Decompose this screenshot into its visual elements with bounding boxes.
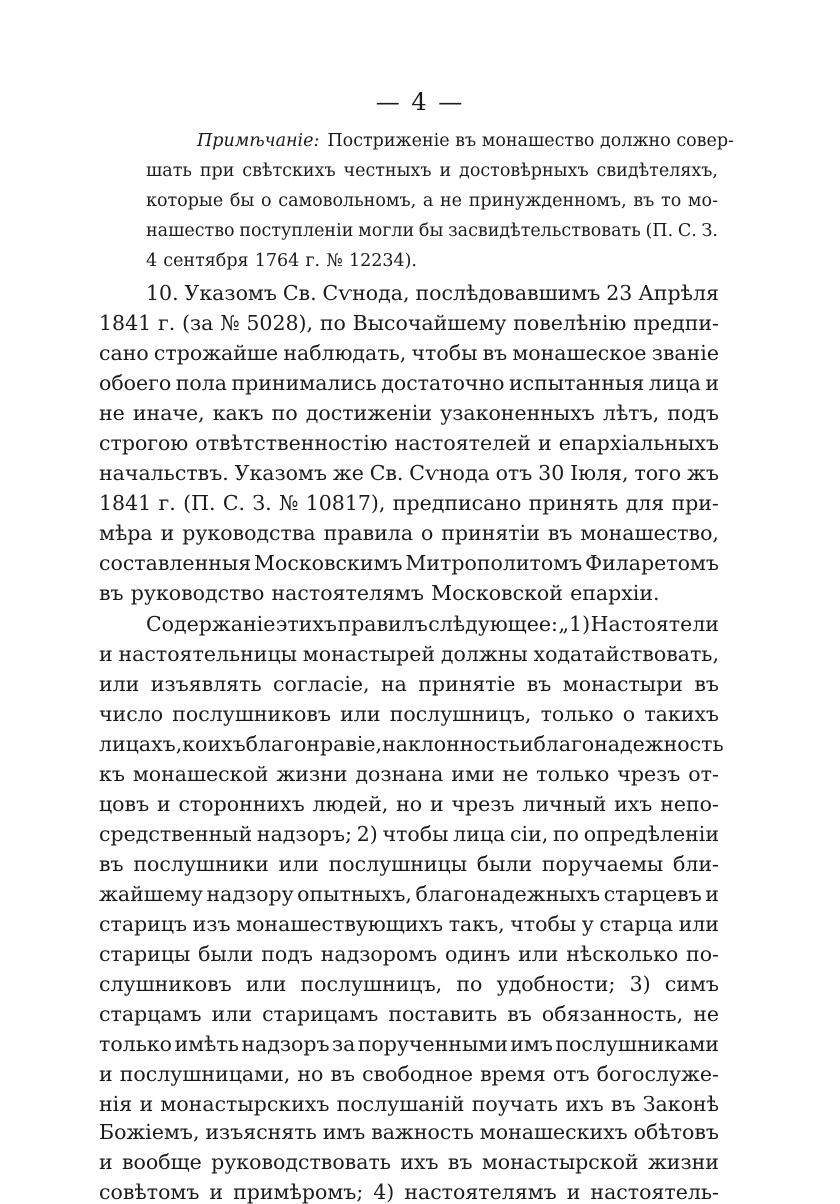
word: послушниками	[555, 1032, 719, 1056]
word: въ	[507, 1002, 532, 1026]
word: 12234).	[348, 251, 417, 271]
word: обѣтовъ	[633, 1120, 719, 1144]
paragraph-line	[99, 551, 719, 575]
word: по	[552, 822, 579, 846]
word: въ	[99, 581, 124, 605]
word: и	[139, 1092, 154, 1116]
word: изъяснять	[205, 1120, 317, 1144]
word: Сѵнода	[409, 461, 490, 485]
page-number: — 4 —	[375, 88, 465, 116]
word: иначе,	[132, 401, 205, 425]
paragraph-line	[99, 702, 719, 726]
word: сано	[99, 341, 149, 365]
paragraph-line	[99, 642, 719, 666]
word: Св.	[282, 281, 317, 305]
word: сіи,	[510, 822, 549, 846]
word: засвидѣтельствовать	[448, 221, 641, 241]
word: важность	[371, 1120, 474, 1144]
word: настоятелямъ	[404, 1180, 557, 1204]
word: предпи-	[633, 311, 719, 335]
word: и	[209, 1180, 224, 1204]
word: порученными	[357, 1032, 508, 1056]
word: о	[622, 702, 636, 726]
word: послушаній	[336, 1092, 465, 1116]
paragraph-line	[99, 1062, 719, 1086]
word: принимались	[231, 371, 377, 395]
word: повелѣнію	[513, 311, 627, 335]
word: поставить	[388, 1002, 498, 1026]
word: по	[271, 401, 298, 425]
word: ходатайствовать,	[533, 642, 719, 666]
word: и	[156, 792, 171, 816]
word: свободное	[362, 1062, 473, 1086]
word: въ	[482, 341, 508, 365]
word: составленныя	[99, 551, 252, 575]
word: Указомъ	[184, 281, 277, 305]
word: совѣтомъ	[99, 1180, 200, 1204]
word: симъ	[664, 972, 719, 996]
word: въ	[694, 672, 719, 696]
word: монашествующихъ	[236, 912, 444, 936]
word: надзоръ;	[256, 822, 353, 846]
word: жизни	[276, 762, 348, 786]
word: отвѣтственностію	[195, 431, 388, 455]
paragraph-line	[99, 912, 719, 936]
word: могли	[358, 221, 415, 241]
word: должны	[440, 642, 528, 666]
word: 10.	[146, 281, 179, 305]
word: поучать	[471, 1092, 559, 1116]
word: такъ,	[448, 912, 505, 936]
word: поступленіи	[239, 221, 354, 241]
paragraph-line	[99, 521, 719, 545]
word: а	[422, 191, 434, 211]
word: г.	[305, 251, 321, 271]
word: и	[99, 1150, 113, 1174]
word: Божіемъ,	[99, 1120, 200, 1144]
word: шать	[146, 161, 192, 181]
note-label: Примѣчаніе:	[197, 131, 320, 151]
word: подъ	[667, 401, 719, 425]
word: 1764	[254, 251, 300, 271]
word: монашеской	[132, 762, 269, 786]
word: мо-	[687, 191, 718, 211]
word: старицы	[99, 942, 191, 966]
word: примѣромъ;	[233, 1180, 364, 1204]
word: старицъ	[99, 912, 188, 936]
word: въ	[330, 1062, 356, 1086]
word: были	[476, 852, 533, 876]
word: монастырской	[481, 1150, 639, 1174]
word: Настоятели	[590, 612, 719, 636]
word: или	[99, 672, 140, 696]
word: монашество,	[580, 521, 719, 545]
paragraph-line	[99, 491, 719, 515]
word: послушницами,	[119, 1062, 291, 1086]
word: надзору	[206, 882, 294, 906]
word: 23	[606, 281, 633, 305]
word: о	[261, 191, 272, 211]
word: или	[211, 1002, 252, 1026]
word: и	[160, 521, 175, 545]
word: непо-	[660, 792, 719, 816]
word: и	[519, 732, 534, 756]
word: принятіи	[441, 521, 540, 545]
word: старцамъ	[99, 1002, 202, 1026]
paragraph-line	[99, 341, 719, 365]
word: мѣра	[99, 521, 153, 545]
word: опытныхъ,	[297, 882, 412, 906]
word: 4	[146, 251, 158, 271]
paragraph-line	[99, 401, 719, 425]
word: 4)	[373, 1180, 395, 1204]
word: бы	[418, 221, 444, 241]
word: старицамъ	[262, 1002, 379, 1026]
word: благонадежныхъ	[415, 882, 601, 906]
word: или	[245, 972, 287, 996]
word: имъ	[322, 1120, 366, 1144]
word: или	[340, 702, 381, 726]
word: старца	[599, 912, 673, 936]
word: Законѣ	[642, 1092, 719, 1116]
word: (за	[182, 311, 214, 335]
word: и	[705, 882, 719, 906]
word: Сѵнода,	[322, 281, 410, 305]
note-line-4	[146, 221, 718, 241]
word: не	[440, 191, 463, 211]
word: ихъ	[565, 1092, 604, 1116]
paragraph-line	[99, 852, 719, 876]
word: послѣдовавшимъ	[415, 281, 601, 305]
word: Іюля,	[570, 461, 629, 485]
word: руководствовать	[211, 1150, 391, 1174]
word: послушницы	[328, 852, 468, 876]
paragraph-line	[99, 672, 719, 696]
word: въ	[633, 191, 655, 211]
word: не	[99, 401, 125, 425]
word: наклонность	[382, 732, 520, 756]
word: у	[581, 912, 594, 936]
note-line-3	[146, 191, 718, 211]
word: 1841	[99, 491, 152, 515]
word: надзоромъ	[320, 942, 438, 966]
word: епархіи.	[570, 581, 660, 605]
word: старцевъ	[603, 882, 702, 906]
word: личный	[522, 792, 607, 816]
word: имъ	[510, 1032, 553, 1056]
word: Митрополитомъ	[405, 551, 583, 575]
word: на	[380, 672, 407, 696]
paragraph-line	[146, 281, 719, 305]
paragraph-line	[99, 1120, 719, 1144]
paragraph-line	[99, 732, 724, 756]
word: согласіе,	[273, 672, 370, 696]
word: свидѣтеляхъ,	[596, 161, 718, 181]
word: по	[319, 311, 346, 335]
word: настоятельницы	[118, 642, 297, 666]
word: монашескихъ	[479, 1120, 628, 1144]
word: ихъ	[614, 792, 653, 816]
word: испытанныя	[508, 371, 645, 395]
paragraph-line	[99, 1002, 719, 1026]
word: при-	[671, 491, 719, 515]
word: которые	[146, 191, 224, 211]
word: лицахъ,	[99, 732, 183, 756]
word: предписано	[392, 491, 522, 515]
word: удобности;	[496, 972, 616, 996]
word: и	[566, 1180, 581, 1204]
word: только	[540, 702, 614, 726]
word: въ	[610, 1092, 636, 1116]
word: о	[420, 521, 434, 545]
paragraph-line	[99, 882, 719, 906]
word: наблюдать,	[283, 341, 407, 365]
word: жъ	[686, 461, 719, 485]
word: цовъ	[99, 792, 150, 816]
word: настоятель-	[590, 1180, 719, 1204]
word: жайшему	[99, 882, 203, 906]
word: или	[518, 942, 559, 966]
word: и	[99, 642, 113, 666]
word: монастырей	[302, 642, 436, 666]
word: ихъ	[400, 1150, 439, 1174]
word: изъявлять	[150, 672, 262, 696]
word: нашество	[146, 221, 235, 241]
word: 2)	[356, 822, 378, 846]
word: изъ	[192, 912, 231, 936]
word: чтобы	[510, 912, 577, 936]
word: лица	[648, 371, 701, 395]
word: послушницъ,	[389, 702, 532, 726]
word: богослуже-	[596, 1062, 719, 1086]
word: Содержаніе	[146, 612, 276, 636]
word: 10817),	[305, 491, 386, 515]
word: при	[199, 161, 235, 181]
word: монастырскихъ	[160, 1092, 330, 1116]
word: З.	[252, 491, 272, 515]
paragraph-line	[99, 581, 719, 605]
word: нія	[99, 1092, 133, 1116]
word: къ	[99, 762, 125, 786]
word: принужденномъ,	[468, 191, 627, 211]
paragraph-line	[99, 371, 719, 395]
word: и	[439, 161, 452, 181]
word: по	[456, 972, 483, 996]
word: №	[278, 491, 299, 515]
word: не	[502, 762, 529, 786]
word: но	[297, 1062, 324, 1086]
word: такихъ	[644, 702, 719, 726]
word: 1841	[99, 311, 152, 335]
word: время	[480, 1062, 546, 1086]
note-line-text: Постриженіе въ монашество должно совер-	[327, 131, 734, 151]
word: свѣтскихъ	[242, 161, 336, 181]
word: были	[198, 942, 254, 966]
word: вообще	[122, 1150, 202, 1174]
word: одинъ	[444, 942, 511, 966]
word: стороннихъ	[178, 792, 305, 816]
word: не	[693, 1002, 719, 1026]
word: имѣть	[174, 1032, 239, 1056]
word: послушники	[133, 852, 269, 876]
word: Апрѣля	[638, 281, 719, 305]
word: по-	[686, 942, 719, 966]
word: жизни	[647, 1150, 719, 1174]
word: опредѣленіи	[583, 822, 719, 846]
word: г.	[158, 491, 176, 515]
word: званіе	[651, 341, 719, 365]
word: Московской	[431, 581, 563, 605]
word: же	[332, 461, 364, 485]
word: Филаретомъ	[585, 551, 719, 575]
word: надзоръ	[241, 1032, 330, 1056]
word: отъ	[552, 1062, 590, 1086]
word: чрезъ	[617, 762, 681, 786]
word: того	[634, 461, 682, 485]
word: достиженіи	[305, 401, 433, 425]
word: лица	[453, 822, 506, 846]
word: и	[99, 1062, 113, 1086]
word: обоего	[99, 371, 172, 395]
word: для	[625, 491, 665, 515]
word: монастыри	[562, 672, 683, 696]
paragraph-line	[99, 792, 719, 816]
paragraph-line	[99, 1092, 719, 1116]
word: узаконенныхъ	[440, 401, 595, 425]
word: пола	[175, 371, 227, 395]
word: коихъ	[182, 732, 246, 756]
word: нѣсколько	[566, 942, 679, 966]
word: от-	[688, 762, 719, 786]
word: но	[396, 792, 423, 816]
paragraph-line	[99, 1180, 719, 1204]
word: строгою	[99, 431, 189, 455]
word: Высочайшему	[352, 311, 507, 335]
word: принять	[528, 491, 619, 515]
word: (П.	[183, 491, 216, 515]
word: начальствъ.	[99, 461, 229, 485]
note-line-2	[146, 161, 718, 181]
word: въ	[447, 1150, 473, 1174]
paragraph-line	[99, 431, 719, 455]
word: С.	[677, 221, 697, 241]
word: бли-	[672, 852, 719, 876]
word: подъ	[261, 942, 313, 966]
word: настоятелямъ	[271, 581, 424, 605]
word: достаточно	[381, 371, 505, 395]
word: и	[705, 371, 719, 395]
paragraph-line	[99, 822, 719, 846]
word: дознана	[355, 762, 444, 786]
word: 30	[538, 461, 565, 485]
word: послушницъ,	[300, 972, 443, 996]
word: чрезъ	[451, 792, 515, 816]
word: принятіе	[418, 672, 516, 696]
word: сентября	[163, 251, 249, 271]
word: настоятелей	[394, 431, 531, 455]
word: людей,	[312, 792, 389, 816]
word: З.	[701, 221, 718, 241]
paragraph-line	[99, 1150, 719, 1174]
word: бы	[229, 191, 255, 211]
word: слушниковъ	[99, 972, 232, 996]
word: самовольномъ,	[278, 191, 417, 211]
word: Указомъ	[234, 461, 327, 485]
note-line-1	[197, 131, 734, 151]
word: только	[536, 762, 610, 786]
word: ими	[451, 762, 495, 786]
word: С.	[222, 491, 246, 515]
word: 3)	[629, 972, 651, 996]
word: честныхъ	[343, 161, 432, 181]
word: руководства	[182, 521, 316, 545]
word: средственный	[99, 822, 253, 846]
word: отъ	[495, 461, 533, 485]
word: въ	[547, 521, 573, 545]
paragraph-line	[99, 311, 719, 335]
word: монашеское	[512, 341, 647, 365]
word: лѣтъ,	[602, 401, 660, 425]
word: и	[538, 431, 552, 455]
word: то	[661, 191, 682, 211]
word: или	[278, 852, 319, 876]
word: г.	[157, 311, 176, 335]
word: число	[99, 702, 164, 726]
paragraph-line	[99, 762, 719, 786]
word: руководство	[130, 581, 265, 605]
word: благонадежность	[533, 732, 724, 756]
word: слѣдующее:	[428, 612, 558, 636]
word: Московскимъ	[254, 551, 403, 575]
paragraph-line	[99, 972, 719, 996]
word: за	[331, 1032, 356, 1056]
word: послушниковъ	[172, 702, 331, 726]
paragraph-line	[99, 1032, 719, 1056]
word: какъ	[212, 401, 264, 425]
note-line-5	[146, 251, 718, 271]
word: (П.	[645, 221, 674, 241]
word: правилъ	[337, 612, 428, 636]
word: въ	[99, 852, 124, 876]
word: поручаемы	[541, 852, 664, 876]
word: только	[99, 1032, 173, 1056]
word: правила	[323, 521, 414, 545]
word: 5028),	[246, 311, 314, 335]
word: чтобы	[382, 822, 449, 846]
paragraph-line	[146, 612, 719, 636]
word: въ	[526, 672, 552, 696]
paragraph-line	[99, 461, 719, 485]
word: №	[326, 251, 343, 271]
word: этихъ	[275, 612, 337, 636]
word: „1)	[558, 612, 591, 636]
word: или	[678, 912, 719, 936]
word: и	[429, 792, 444, 816]
word: обязанность,	[541, 1002, 684, 1026]
word: благонравіе,	[245, 732, 383, 756]
word: епархіальныхъ	[558, 431, 719, 455]
word: достовѣрныхъ	[459, 161, 589, 181]
paragraph-line	[99, 942, 719, 966]
word: строжайше	[153, 341, 279, 365]
word: чтобы	[411, 341, 478, 365]
word: №	[220, 311, 240, 335]
word: Св.	[369, 461, 404, 485]
